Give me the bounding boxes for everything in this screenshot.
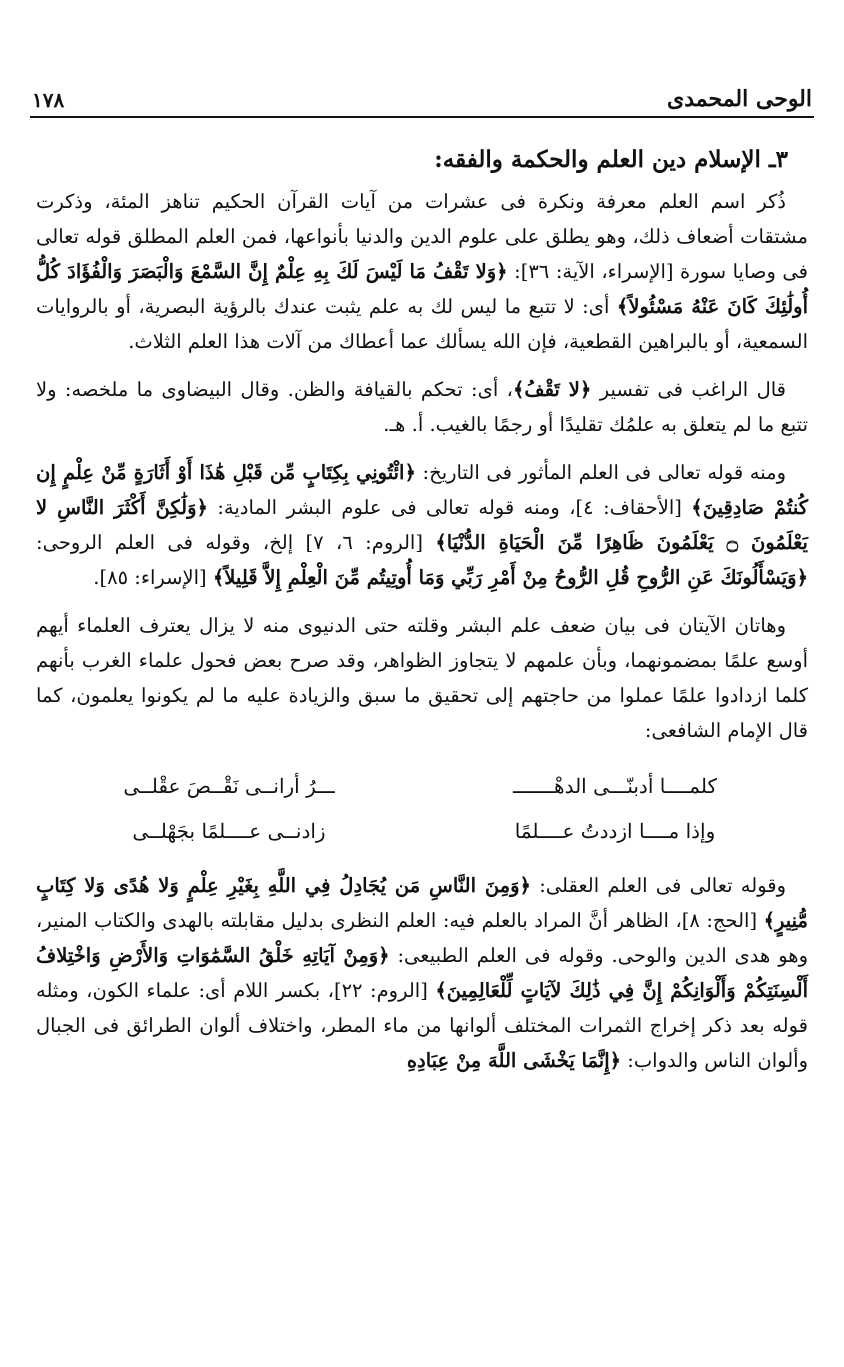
paragraph-2 <box>36 372 808 442</box>
quran-verse: ﴿وَمِنَ النَّاسِ مَن يُجَادِلُ فِي اللَّهِ بِغَيْرِ عِلْمٍ وَلا هُدًى وَلا كِتَابٍ مُّنِيرٍ﴾ <box>36 874 808 932</box>
running-header <box>32 74 812 112</box>
quran-verse: ﴿إِنَّمَا يَخْشَى اللَّهَ مِنْ عِبَادِهِ <box>406 1049 622 1072</box>
paragraph-1 <box>36 184 808 359</box>
poem-hemistich: ـــرُ أرانــى نَقْــصَ عقْلــى <box>123 774 335 798</box>
poem-hemistich: زادنــى عــــلمًا بجَهْلــى <box>132 819 326 843</box>
paragraph-4 <box>36 608 808 748</box>
text-run: ، أى: تحكم بالقيافة والظن. وقال البيضاوى ما ملخصه: ولا تتبع ما لم يتعلق به علمُك تقليدًا أو رجمًا بالغيب. أ. هـ. <box>36 378 808 436</box>
quran-verse: ﴿وَمِنْ آيَاتِهِ خَلْقُ السَّمَٰوَاتِ وَالأَرْضِ وَاخْتِلافُ أَلْسِنَتِكُمْ وَأَلْوَانِكُمْ إِنَّ فِي ذَٰلِكَ لآيَاتٍ لِّلْعَالِمِينَ﴾ <box>36 944 808 1002</box>
poem-hemistich: كلمــــا أدبنّـــى الدهْـــــــ <box>513 774 717 798</box>
quran-verse: ﴿لا تَقْفُ﴾ <box>512 378 592 401</box>
page-body <box>36 140 808 1091</box>
text-run: أى: لا تتبع ما ليس لك به علم يثبت عندك بالرؤية البصرية، أو بالروايات السمعية، أو بالبراهين القطعية، فإن الله يسألك عما أعطاك من آلات هذا العلم الثلاث. <box>36 295 808 353</box>
running-title: الوحى المحمدى <box>667 86 812 112</box>
text-run: [الروم: ٦، ٧] إلخ، وقوله فى العلم الروحى: <box>36 531 436 554</box>
text-run: قال الراغب فى تفسير <box>591 378 786 401</box>
poem <box>36 764 808 854</box>
paragraph-5 <box>36 868 808 1078</box>
paragraph-3 <box>36 455 808 595</box>
text-run: وهاتان الآيتان فى بيان ضعف علم البشر وقلته حتى الدنيوى منه لا يزال يعترف العلماء أيهم أوسع علمًا بمضمونهما، وبأن علمهم لا يتجاوز الظواهر، وقد صرح بعض فحول علماء الغرب بأنهم كلما ازدادوا علمًا عملوا من حاجتهم إلى تحقيق ما سبق والزيادة عليه ما لم يكونوا يعلمون، كما قال الإمام الشافعى: <box>36 614 808 742</box>
text-run: [الأحقاف: ٤]، ومنه قوله تعالى فى علوم البشر المادية: <box>207 496 692 519</box>
quran-verse: ﴿ائْتُونِي بِكِتَابٍ مِّن قَبْلِ هَٰذَا أَوْ أَثَارَةٍ مِّنْ عِلْمٍ إِن كُنتُمْ صَادِقِينَ﴾ <box>36 461 809 519</box>
text-run: ومنه قوله تعالى فى العلم المأثور فى التاريخ: <box>415 461 787 484</box>
quran-verse: ﴿وَلَٰكِنَّ أَكْثَرَ النَّاسِ لا يَعْلَمُونَ ۝ يَعْلَمُونَ ظَاهِرًا مِّنَ الْحَيَاةِ الدُّنْيَا﴾ <box>36 496 808 554</box>
text-run: [الروم: ٢٢]، بكسر اللام أى: علماء الكون، ومثله قوله بعد ذكر إخراج الثمرات المختلف ألوانها من ماء المطر، واختلاف ألوان الطرائق فى الجبال وألوان الناس والدواب: <box>36 979 808 1072</box>
text-run: [الحج: ٨]، الظاهر أنَّ المراد بالعلم فيه: العلم النظرى بدليل مقابلته بالهدى والكتاب المنير، وهو هدى الدين والوحى. وقوله فى العلم الطبيعى: <box>36 909 809 967</box>
text-run: وقوله تعالى فى العلم العقلى: <box>530 874 787 897</box>
header-rule <box>30 116 814 118</box>
section-heading: ٣ـ الإسلام دين العلم والحكمة والفقه: <box>434 146 788 173</box>
text-run: [الإسراء: ٨٥]. <box>93 566 213 589</box>
text-run: ذُكر اسم العلم معرفة ونكرة فى عشرات من آيات القرآن الحكيم تناهز المئة، وذكرت مشتقات أضعاف ذلك، وهو يطلق على علوم الدين والدنيا بأنواعها، فمن العلم المطلق قوله تعالى فى وصايا سورة [الإسراء، الآية: ٣٦]: <box>36 190 808 283</box>
quran-verse: ﴿وَيَسْأَلُونَكَ عَنِ الرُّوحِ قُلِ الرُّوحُ مِنْ أَمْرِ رَبِّي وَمَا أُوتِيتُم مِّنَ الْعِلْمِ إِلاَّ قَلِيلاً﴾ <box>212 566 808 589</box>
quran-verse: ﴿وَلا تَقْفُ مَا لَيْسَ لَكَ بِهِ عِلْمٌ إِنَّ السَّمْعَ وَالْبَصَرَ وَالْفُؤَادَ كُلُّ أُولَٰئِكَ كَانَ عَنْهُ مَسْئُولاً﴾ <box>36 260 809 318</box>
poem-verse <box>36 764 808 809</box>
page-number: ١٧٨ <box>32 88 65 112</box>
poem-verse <box>36 809 808 854</box>
poem-hemistich: وإذا مــــا ازددتُ عــــلمًا <box>514 819 716 843</box>
